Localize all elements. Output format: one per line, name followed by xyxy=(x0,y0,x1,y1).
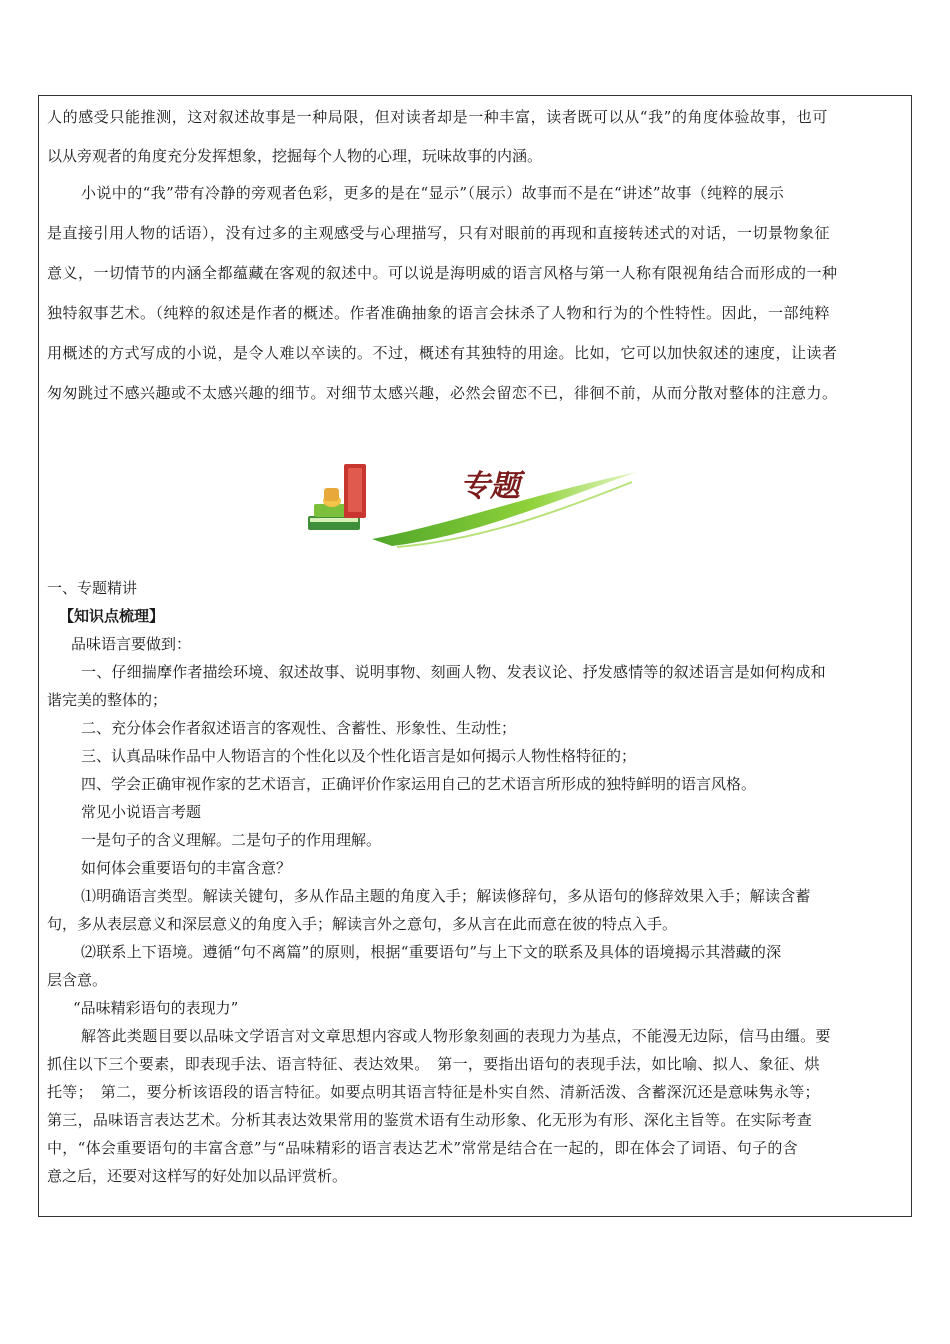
paragraph-line: 以从旁观者的角度充分发挥想象，挖掘每个人物的心理，玩味故事的内涵。 xyxy=(47,147,543,165)
paragraph-line: 中，“体会重要语句的丰富含意”与“品味精彩的语言表达艺术”常常是结合在一起的，即在体会了词语、句子的含 xyxy=(47,1139,798,1157)
paragraph-line: 解答此类题目要以品味文学语言对文章思想内容或人物形象刻画的表现力为基点，不能漫无边际，信马由缰。要 xyxy=(81,1027,831,1045)
paragraph-line: 三、认真品味作品中人物语言的个性化以及个性化语言是如何揭示人物性格特征的； xyxy=(81,747,637,765)
paragraph-line: 是直接引用人物的话语），没有过多的主观感受与心理描写，只有对眼前的再现和直接转述式的对话，一切景物象征 xyxy=(47,224,831,242)
paragraph-line: 抓住以下三个要素，即表现手法、语言特征、表达效果。 第一，要指出语句的表现手法，如比喻、拟人、象征、烘 xyxy=(47,1055,820,1073)
paragraph-line: 一、仔细揣摩作者描绘环境、叙述故事、说明事物、刻画人物、发表议论、抒发感情等的叙述语言是如何构成和 xyxy=(81,663,826,681)
paragraph-line: 匆匆跳过不感兴趣或不太感兴趣的细节。对细节太感兴趣，必然会留恋不已，徘徊不前，从而分散对整体的注意力。 xyxy=(47,384,838,402)
paragraph-line: 人的感受只能推测，这对叙述故事是一种局限，但对读者却是一种丰富，读者既可以从“我”的角度体验故事，也可 xyxy=(47,108,828,126)
paragraph-line: 如何体会重要语句的丰富含意？ xyxy=(81,859,292,877)
paragraph-line: 托等； 第二，要分析该语段的语言特征。如要点明其语言特征是朴实自然、清新活泼、含蓄深沉还是意味隽永等； xyxy=(47,1083,820,1101)
paragraph-line: 一是句子的含义理解。二是句子的作用理解。 xyxy=(81,831,382,849)
paragraph-line: ⑴明确语言类型。解读关键句，多从作品主题的角度入手；解读修辞句，多从语句的修辞效果入手；解读含蓄 xyxy=(81,887,811,905)
paragraph-line: ⑵联系上下语境。遵循“句不离篇”的原则，根据“重要语句”与上下文的联系及具体的语境揭示其潜藏的深 xyxy=(81,943,782,961)
paragraph-line: 二、充分体会作者叙述语言的客观性、含蓄性、形象性、生动性； xyxy=(81,719,517,737)
paragraph-line: 四、学会正确审视作家的艺术语言，正确评价作家运用自己的艺术语言所形成的独特鲜明的语言风格。 xyxy=(81,775,757,793)
paragraph-line: 第三，品味语言表达艺术。分析其表达效果常用的鉴赏术语有生动形象、化无形为有形、深化主旨等。在实际考查 xyxy=(47,1111,813,1129)
paragraph-line: 用概述的方式写成的小说，是令人难以卒读的。不过，概述有其独特的用途。比如，它可以加快叙述的速度，让读者 xyxy=(47,344,838,362)
books-icon xyxy=(308,464,366,530)
topic-banner xyxy=(302,454,647,554)
paragraph-line: 意义，一切情节的内涵全都蕴藏在客观的叙述中。可以说是海明威的语言风格与第一人称有限视角结合而形成的一种 xyxy=(47,264,838,282)
content-frame xyxy=(38,95,912,1217)
paragraph-line: 品味语言要做到： xyxy=(71,635,192,653)
paragraph-line: 常见小说语言考题 xyxy=(81,803,202,821)
paragraph-line: 独特叙事艺术。（纯粹的叙述是作者的概述。作者准确抽象的语言会抹杀了人物和行为的个性特性。因此，一部纯粹 xyxy=(47,304,831,322)
paragraph-line: 层含意。 xyxy=(47,971,108,989)
banner-title: 专题 xyxy=(460,469,520,504)
section-subheading: 【知识点梳理】 xyxy=(59,607,165,625)
paragraph-line: 意之后，还要对这样写的好处加以品评赏析。 xyxy=(47,1167,348,1185)
paragraph-line: “品味精彩语句的表现力” xyxy=(73,999,239,1017)
paragraph-line: 谐完美的整体的； xyxy=(47,691,168,709)
paragraph-line: 小说中的“我”带有冷静的旁观者色彩，更多的是在“显示”（展示）故事而不是在“讲述”故事（纯粹的展示 xyxy=(81,184,785,202)
paragraph-line: 句，多从表层意义和深层意义的角度入手；解读言外之意句，多从言在此而意在彼的特点入手。 xyxy=(47,915,678,933)
section-heading: 一、专题精讲 xyxy=(47,579,138,597)
